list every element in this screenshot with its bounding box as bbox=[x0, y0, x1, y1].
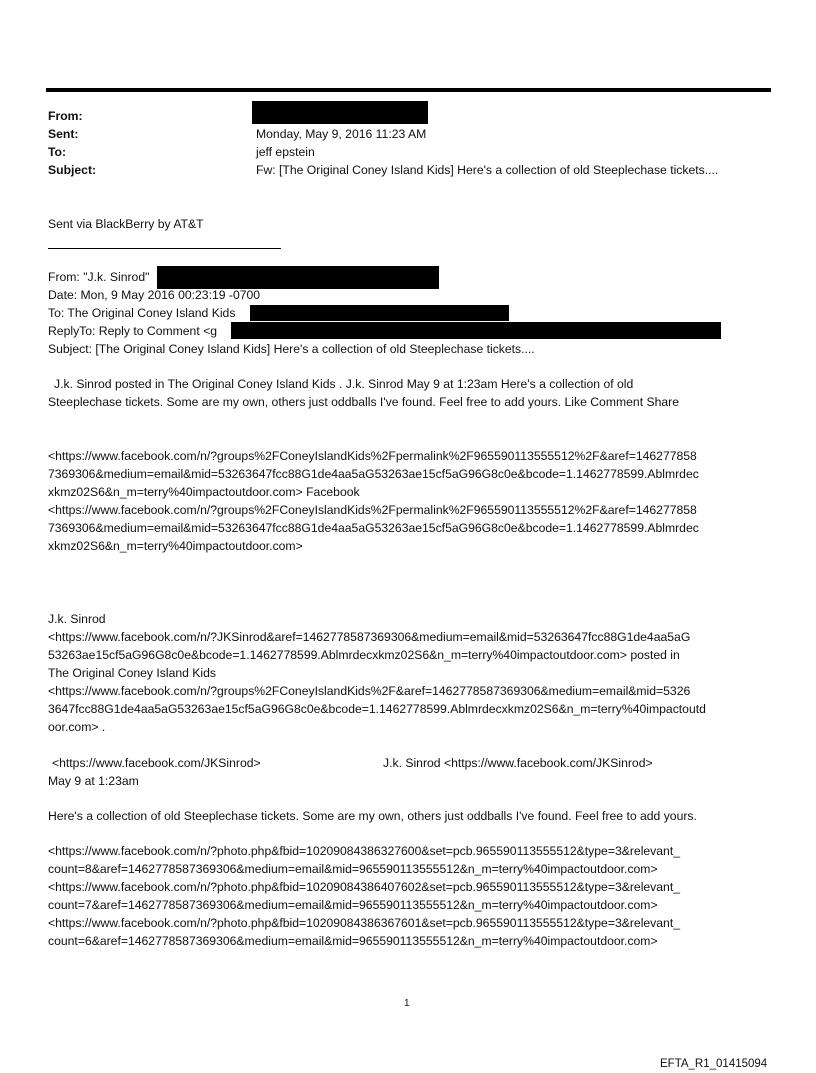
fwd-to: To: The Original Coney Island Kids bbox=[48, 306, 236, 320]
page-number: 1 bbox=[404, 998, 410, 1009]
sent-value: Monday, May 9, 2016 11:23 AM bbox=[256, 127, 427, 141]
post-summary-line2: Steeplechase tickets. Some are my own, others just oddballs I've found. Feel free to add yours. Like Comment Share bbox=[48, 395, 679, 409]
subject-label: Subject: bbox=[48, 163, 97, 177]
redaction-from bbox=[252, 101, 428, 124]
post-text: Here's a collection of old Steeplechase tickets. Some are my own, others just oddballs I've found. Feel free to add yours. bbox=[48, 809, 697, 823]
permalink-links[interactable]: <https://www.facebook.com/n/?groups%2FConeyIslandKids%2Fpermalink%2F965590113555512%2F&aref=146277858 7369306&medium=email&mid=53263647fcc88G1de4aa5aG53263ae15cf5aG96G8c0e&bcode=1.1462778599.Ablmrdec xkmz02S6&n_m=terry%40impactoutdoor.com> Facebook <https://www.facebook.com/n/?groups%2FConeyIslandKids%2Fpermalink%2F965590113555512%2F&aref=146277858 7369306&medium=email&mid=53263647fcc88G1de4aa5aG53263ae15cf5aG96G8c0e&bcode=1.1462778599.Ablmrdec xkmz02S6&n_m=terry%40impactoutdoor.com> bbox=[48, 449, 699, 553]
from-label: From: bbox=[48, 109, 83, 123]
fwd-from: From: "J.k. Sinrod" bbox=[48, 270, 150, 284]
fwd-date: Date: Mon, 9 May 2016 00:23:19 -0700 bbox=[48, 288, 261, 302]
blackberry-signature: Sent via BlackBerry by AT&T bbox=[48, 217, 204, 231]
sent-label: Sent: bbox=[48, 127, 79, 141]
fwd-replyto: ReplyTo: Reply to Comment <g bbox=[48, 324, 218, 338]
document-id: EFTA_R1_01415094 bbox=[660, 1058, 768, 1070]
subject-value: Fw: [The Original Coney Island Kids] Here's a collection of old Steeplechase tickets.... bbox=[256, 163, 719, 177]
photo-links[interactable]: <https://www.facebook.com/n/?photo.php&fbid=10209084386327600&set=pcb.965590113555512&type=3&relevant_ count=8&aref=1462778587369306&medium=email&mid=965590113555512&n_m=terry%40impactoutdoor.com> <https://www.facebook.com/n/?photo.php&fbid=10209084386407602&set=pcb.965590113555512&type=3&relevant_ count=7&aref=1462778587369306&medium=email&mid=965590113555512&n_m=terry%40impactoutdoor.com> <https://www.facebook.com/n/?photo.php&fbid=10209084386367601&set=pcb.965590113555512&type=3&relevant_ count=6&aref=1462778587369306&medium=email&mid=965590113555512&n_m=terry%40impactoutdoor.com> bbox=[48, 844, 680, 948]
post-summary-line1: J.k. Sinrod posted in The Original Coney Island Kids . J.k. Sinrod May 9 at 1:23am Here's a collection of old bbox=[54, 377, 634, 391]
redaction-fwd-replyto bbox=[231, 322, 721, 339]
to-label: To: bbox=[48, 145, 67, 159]
header-top-rule bbox=[46, 88, 771, 92]
to-value: jeff epstein bbox=[256, 145, 315, 159]
fwd-subject: Subject: [The Original Coney Island Kids] Here's a collection of old Steeplechase tickets.... bbox=[48, 342, 535, 356]
profile-link-left[interactable]: <https://www.facebook.com/JKSinrod> bbox=[52, 756, 261, 770]
poster-links[interactable]: J.k. Sinrod <https://www.facebook.com/n/?JKSinrod&aref=1462778587369306&medium=email&mid=53263647fcc88G1de4aa5aG 53263ae15cf5aG96G8c0e&bcode=1.1462778599.Ablmrdecxkmz02S6&n_m=terry%40impactoutdoor.com> posted in The Original Coney Island Kids <https://www.facebook.com/n/?groups%2FConeyIslandKids%2F&aref=1462778587369306&medium=email&mid=5326 3647fcc88G1de4aa5aG53263ae15cf5aG96G8c0e&bcode=1.1462778599.Ablmrdecxkmz02S6&n_m=terry%40impactoutd oor.com> . bbox=[48, 612, 706, 734]
post-time: May 9 at 1:23am bbox=[48, 774, 139, 788]
signature-divider bbox=[48, 248, 281, 249]
redaction-fwd-to bbox=[250, 305, 509, 321]
profile-link-right[interactable]: J.k. Sinrod <https://www.facebook.com/JKSinrod> bbox=[383, 756, 653, 770]
